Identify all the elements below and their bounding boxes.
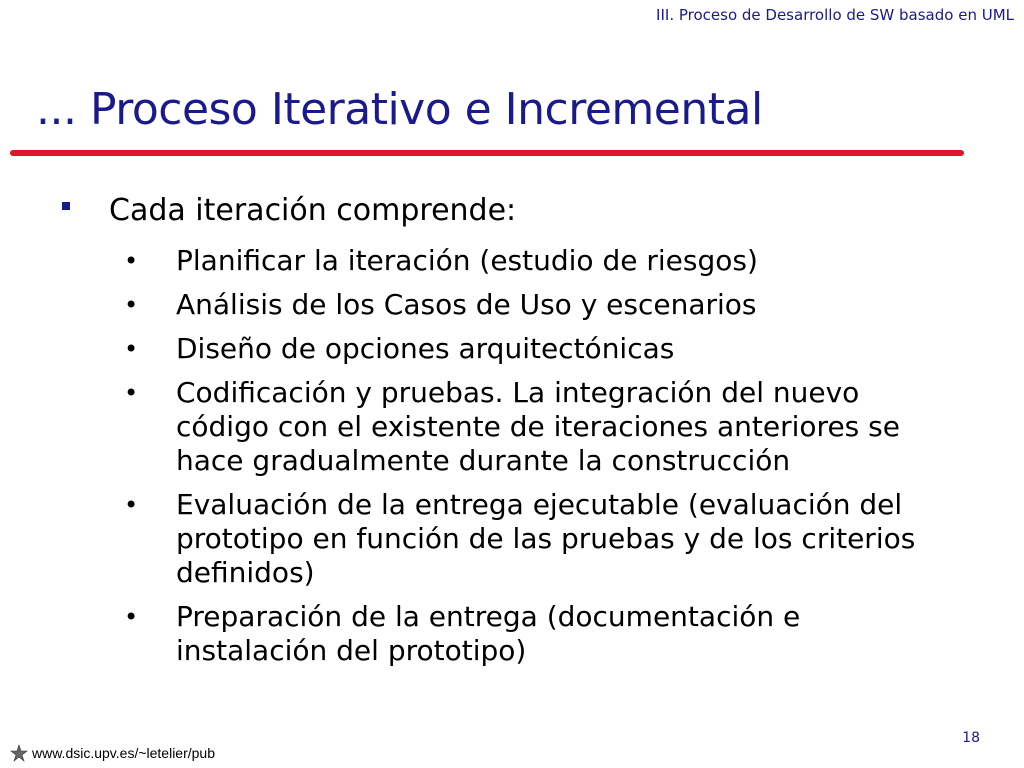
footer (10, 744, 215, 762)
list-item (124, 332, 924, 366)
page-number: 18 (962, 730, 980, 746)
sub-bullet-list (124, 244, 924, 678)
title-underline (10, 150, 964, 156)
list-item (124, 376, 924, 478)
list-item-text: Preparación de la entrega (documentación e instalación del prototipo) (176, 600, 801, 667)
list-item (124, 244, 924, 278)
footer-url[interactable]: www.dsic.upv.es/~letelier/pub (32, 745, 215, 761)
section-header: III. Proceso de Desarrollo de SW basado en UML (656, 6, 1014, 24)
list-item-text: Diseño de opciones arquitectónicas (176, 332, 675, 365)
bullet-icon: • (124, 247, 139, 275)
main-bullet (62, 193, 516, 228)
upv-logo-icon (10, 744, 28, 762)
bullet-icon: • (124, 335, 139, 363)
list-item (124, 288, 924, 322)
list-item-text: Codificación y pruebas. La integración del nuevo código con el existente de iteraciones anteriores se hace gradualmente durante la construcción (176, 376, 900, 477)
list-item-text: Planificar la iteración (estudio de riesgos) (176, 244, 758, 277)
bullet-icon: • (124, 379, 139, 407)
square-bullet-icon (62, 202, 70, 210)
list-item (124, 488, 924, 590)
list-item-text: Análisis de los Casos de Uso y escenarios (176, 288, 757, 321)
list-item-text: Evaluación de la entrega ejecutable (evaluación del prototipo en función de las pruebas y de los criterios definidos) (176, 488, 916, 589)
slide-title: ... Proceso Iterativo e Incremental (36, 84, 763, 135)
bullet-icon: • (124, 291, 139, 319)
main-bullet-text: Cada iteración comprende: (109, 193, 517, 228)
bullet-icon: • (124, 491, 139, 519)
bullet-icon: • (124, 603, 139, 631)
list-item (124, 600, 924, 668)
